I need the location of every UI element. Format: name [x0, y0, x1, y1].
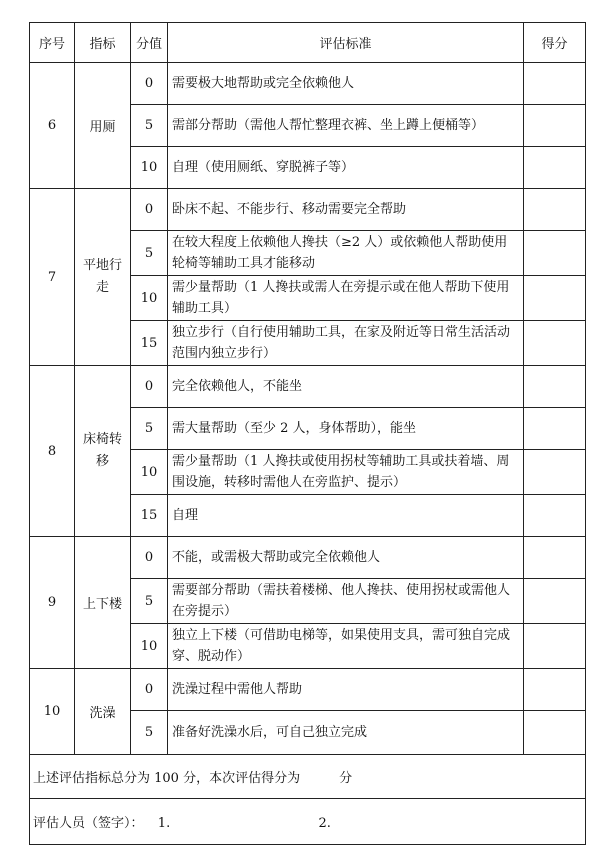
header-seq: 序号 [30, 23, 75, 63]
points-cell: 5 [131, 408, 168, 450]
score-cell[interactable] [524, 408, 586, 450]
assessor-row [30, 799, 586, 845]
table-row [30, 189, 586, 231]
criteria-cell: 独立步行（自行使用辅助工具，在家及附近等日常生活活动范围内独立步行） [168, 321, 524, 366]
table-row [30, 537, 586, 579]
score-cell[interactable] [524, 231, 586, 276]
total-row [30, 755, 586, 799]
indicator-cell: 床椅转移 [75, 366, 131, 537]
assessor-cell [30, 799, 586, 845]
criteria-cell: 需要极大地帮助或完全依赖他人 [168, 63, 524, 105]
score-cell[interactable] [524, 495, 586, 537]
header-criteria: 评估标准 [168, 23, 524, 63]
indicator-cell: 用厕 [75, 63, 131, 189]
score-cell[interactable] [524, 366, 586, 408]
seq-cell: 8 [30, 366, 75, 537]
criteria-cell: 洗澡过程中需他人帮助 [168, 669, 524, 711]
criteria-cell: 需少量帮助（1 人搀扶或使用拐杖等辅助工具或扶着墙、周围设施，转移时需他人在旁监护、提示） [168, 450, 524, 495]
seq-cell: 9 [30, 537, 75, 669]
score-cell[interactable] [524, 321, 586, 366]
score-cell[interactable] [524, 450, 586, 495]
score-cell[interactable] [524, 711, 586, 755]
score-cell[interactable] [524, 105, 586, 147]
seq-cell: 7 [30, 189, 75, 366]
table-row [30, 366, 586, 408]
points-cell: 5 [131, 579, 168, 624]
score-cell[interactable] [524, 579, 586, 624]
criteria-cell: 卧床不起、不能步行、移动需要完全帮助 [168, 189, 524, 231]
points-cell: 10 [131, 147, 168, 189]
points-cell: 0 [131, 669, 168, 711]
table-row [30, 669, 586, 711]
indicator-cell: 洗澡 [75, 669, 131, 755]
header-points: 分值 [131, 23, 168, 63]
points-cell: 5 [131, 231, 168, 276]
criteria-cell: 需部分帮助（需他人帮忙整理衣裤、坐上蹲上便桶等） [168, 105, 524, 147]
criteria-cell: 自理 [168, 495, 524, 537]
criteria-cell: 需大量帮助（至少 2 人，身体帮助），能坐 [168, 408, 524, 450]
assessment-table [29, 22, 586, 845]
points-cell: 10 [131, 624, 168, 669]
assessor-1-number: 1. [157, 816, 171, 831]
criteria-cell: 不能，或需极大帮助或完全依赖他人 [168, 537, 524, 579]
assessor-label: 评估人员（签字）： [33, 816, 144, 831]
indicator-cell: 平地行走 [75, 189, 131, 366]
table-row [30, 63, 586, 105]
points-cell: 0 [131, 63, 168, 105]
seq-cell: 10 [30, 669, 75, 755]
assessor-2-number: 2. [318, 816, 331, 831]
points-cell: 5 [131, 711, 168, 755]
seq-cell: 6 [30, 63, 75, 189]
points-cell: 0 [131, 537, 168, 579]
criteria-cell: 准备好洗澡水后，可自己独立完成 [168, 711, 524, 755]
criteria-cell: 需要部分帮助（需扶着楼梯、他人搀扶、使用拐杖或需他人在旁提示） [168, 579, 524, 624]
points-cell: 0 [131, 366, 168, 408]
points-cell: 5 [131, 105, 168, 147]
header-score: 得分 [524, 23, 586, 63]
header-indicator: 指标 [75, 23, 131, 63]
criteria-cell: 独立上下楼（可借助电梯等，如果使用支具，需可独自完成穿、脱动作） [168, 624, 524, 669]
points-cell: 15 [131, 495, 168, 537]
score-cell[interactable] [524, 669, 586, 711]
criteria-cell: 需少量帮助（1 人搀扶或需人在旁提示或在他人帮助下使用辅助工具） [168, 276, 524, 321]
criteria-cell: 自理（使用厕纸、穿脱裤子等） [168, 147, 524, 189]
points-cell: 15 [131, 321, 168, 366]
points-cell: 10 [131, 276, 168, 321]
criteria-cell: 完全依赖他人，不能坐 [168, 366, 524, 408]
indicator-cell: 上下楼 [75, 537, 131, 669]
score-cell[interactable] [524, 276, 586, 321]
score-cell[interactable] [524, 189, 586, 231]
table-header-row [30, 23, 586, 63]
score-cell[interactable] [524, 537, 586, 579]
criteria-cell: 在较大程度上依赖他人搀扶（≥2 人）或依赖他人帮助使用轮椅等辅助工具才能移动 [168, 231, 524, 276]
score-cell[interactable] [524, 624, 586, 669]
score-cell[interactable] [524, 147, 586, 189]
points-cell: 0 [131, 189, 168, 231]
score-cell[interactable] [524, 63, 586, 105]
points-cell: 10 [131, 450, 168, 495]
total-score-line: 上述评估指标总分为 100 分，本次评估得分为 分 [30, 755, 586, 799]
